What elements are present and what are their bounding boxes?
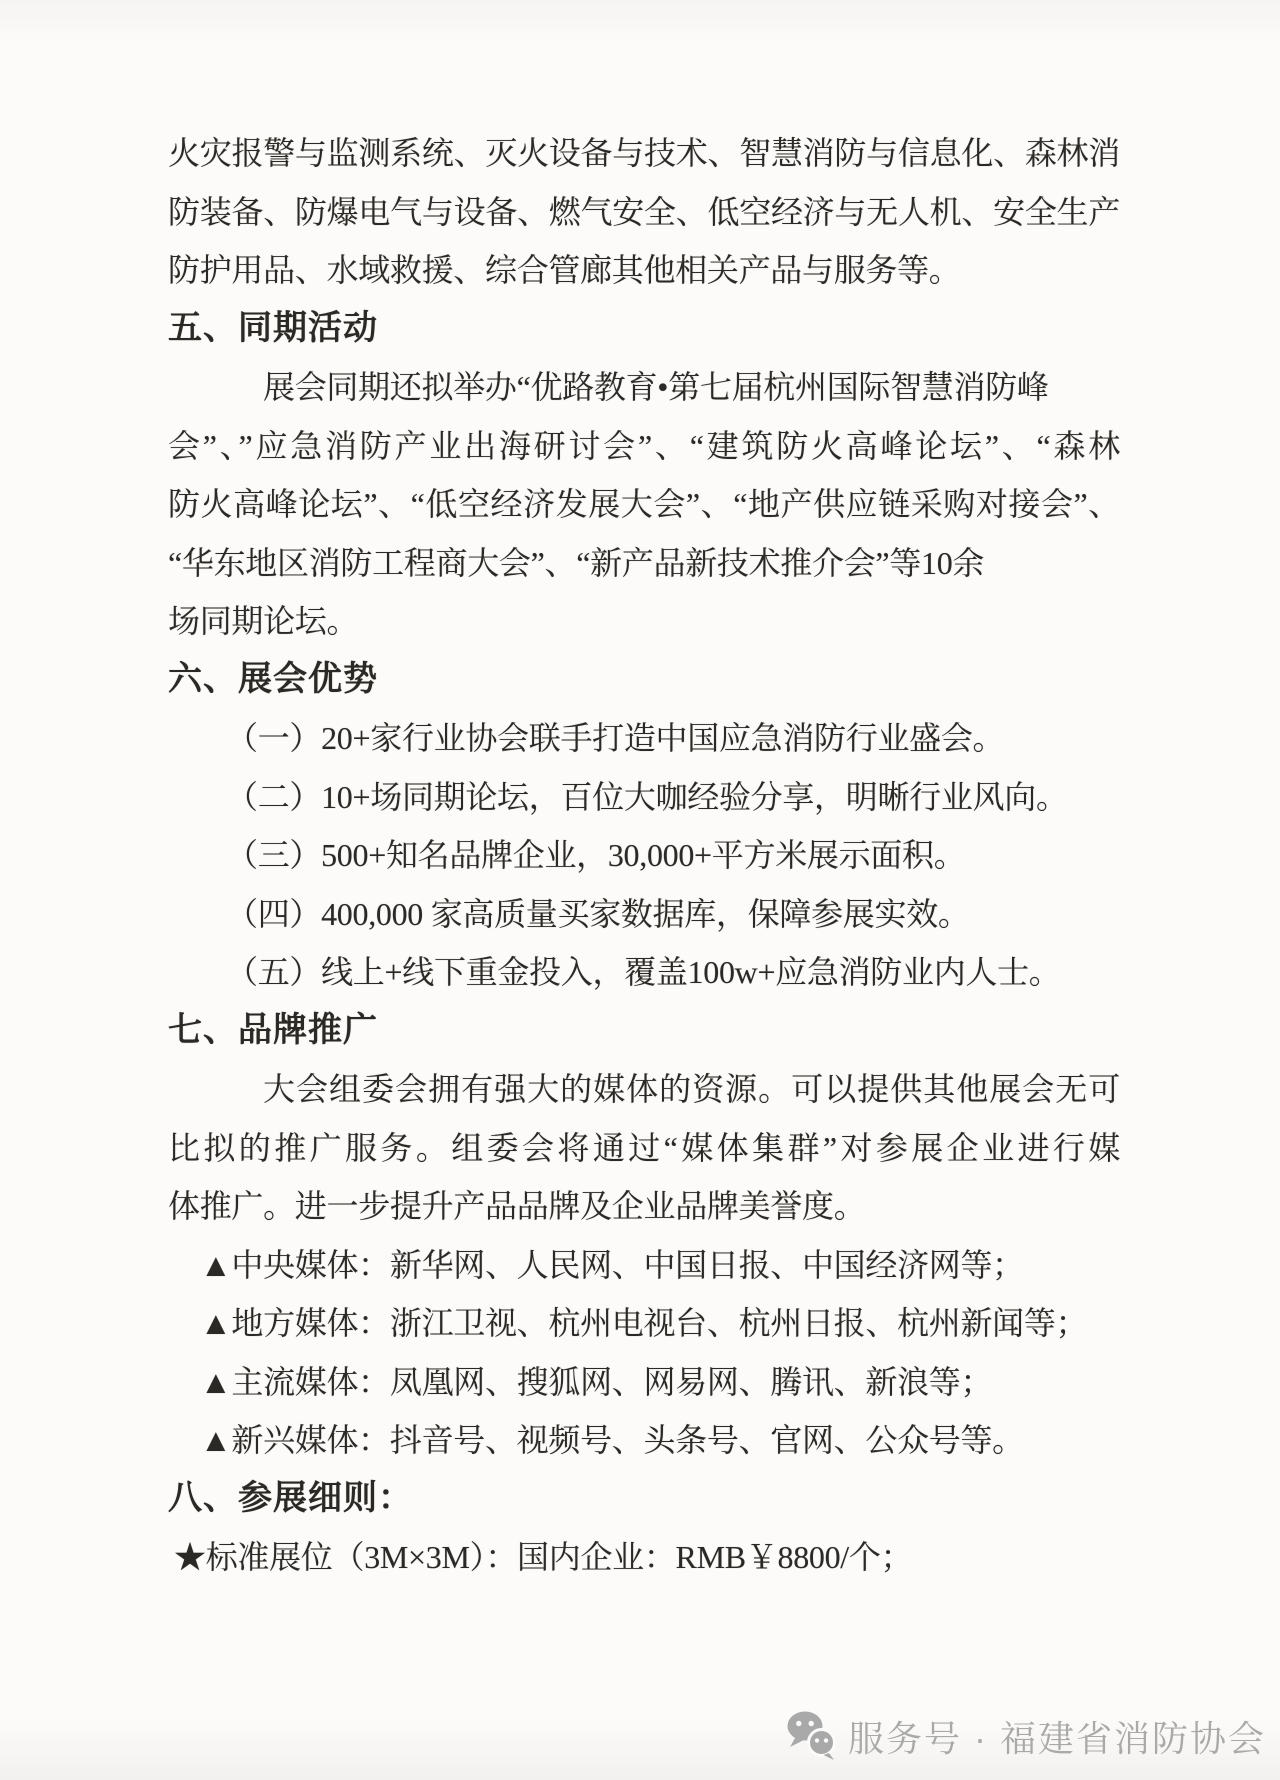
section-7-line-3: 体推广。进一步提升产品品牌及企业品牌美誉度。 bbox=[168, 1188, 866, 1224]
media-row-mainstream: ▲主流媒体：凤凰网、搜狐网、网易网、腾讯、新浪等； bbox=[200, 1363, 993, 1400]
wechat-account-watermark bbox=[786, 1708, 1266, 1764]
section-6-heading: 六、展会优势 bbox=[168, 660, 378, 698]
booth-price-line: ★标准展位（3M×3M）：国内企业：RMB￥8800/个； bbox=[174, 1539, 913, 1575]
advantage-item-2: （二）10+场同期论坛，百位大咖经验分享，明晰行业风向。 bbox=[226, 778, 1068, 815]
advantage-item-4: （四）400,000 家高质量买家数据库，保障参展实效。 bbox=[226, 895, 970, 932]
section-5-line-5: 场同期论坛。 bbox=[168, 603, 359, 639]
section-5-line-4: “华东地区消防工程商大会”、“新产品新技术推介会”等10余 bbox=[168, 544, 985, 581]
section-7-line-1: 大会组委会拥有强大的媒体的资源。可以提供其他展会无可 bbox=[263, 1071, 1120, 1107]
watermark-label: 服务号 · 福建省消防协会 bbox=[848, 1717, 1266, 1759]
document-body bbox=[168, 124, 1120, 1587]
section-5-line-2: 会”、”应急消防产业出海研讨会”、“建筑防火高峰论坛”、“森林 bbox=[168, 427, 1120, 464]
section-5-heading: 五、同期活动 bbox=[168, 309, 378, 347]
advantage-item-1: （一）20+家行业协会联手打造中国应急消防行业盛会。 bbox=[226, 720, 1005, 756]
media-row-newmedia: ▲新兴媒体：抖音号、视频号、头条号、官网、公众号等。 bbox=[200, 1422, 1024, 1458]
media-row-local: ▲地方媒体：浙江卫视、杭州电视台、杭州日报、杭州新闻等； bbox=[200, 1305, 1088, 1341]
exhibit-scope-line-1: 火灾报警与监测系统、灭火设备与技术、智慧消防与信息化、森林消 bbox=[168, 135, 1120, 171]
advantage-item-3: （三）500+知名品牌企业，30,000+平方米展示面积。 bbox=[226, 837, 966, 873]
exhibit-scope-line-3: 防护用品、水域救援、综合管廊其他相关产品与服务等。 bbox=[168, 252, 961, 288]
advantage-item-5: （五）线上+线下重金投入，覆盖100w+应急消防业内人士。 bbox=[226, 954, 1061, 990]
section-8-heading: 八、参展细则： bbox=[168, 1479, 413, 1517]
media-row-central: ▲中央媒体：新华网、人民网、中国日报、中国经济网等； bbox=[200, 1246, 1024, 1283]
section-7-heading: 七、品牌推广 bbox=[168, 1011, 378, 1049]
section-5-line-1: 展会同期还拟举办“优路教育•第七届杭州国际智慧消防峰 bbox=[263, 369, 1049, 405]
wechat-service-account-icon bbox=[786, 1710, 838, 1762]
section-7-line-2: 比拟的推广服务。组委会将通过“媒体集群”对参展企业进行媒 bbox=[168, 1129, 1120, 1166]
section-5-line-3: 防火高峰论坛”、“低空经济发展大会”、“地产供应链采购对接会”、 bbox=[168, 486, 1120, 522]
exhibit-scope-line-2: 防装备、防爆电气与设备、燃气安全、低空经济与无人机、安全生产 bbox=[168, 193, 1120, 230]
